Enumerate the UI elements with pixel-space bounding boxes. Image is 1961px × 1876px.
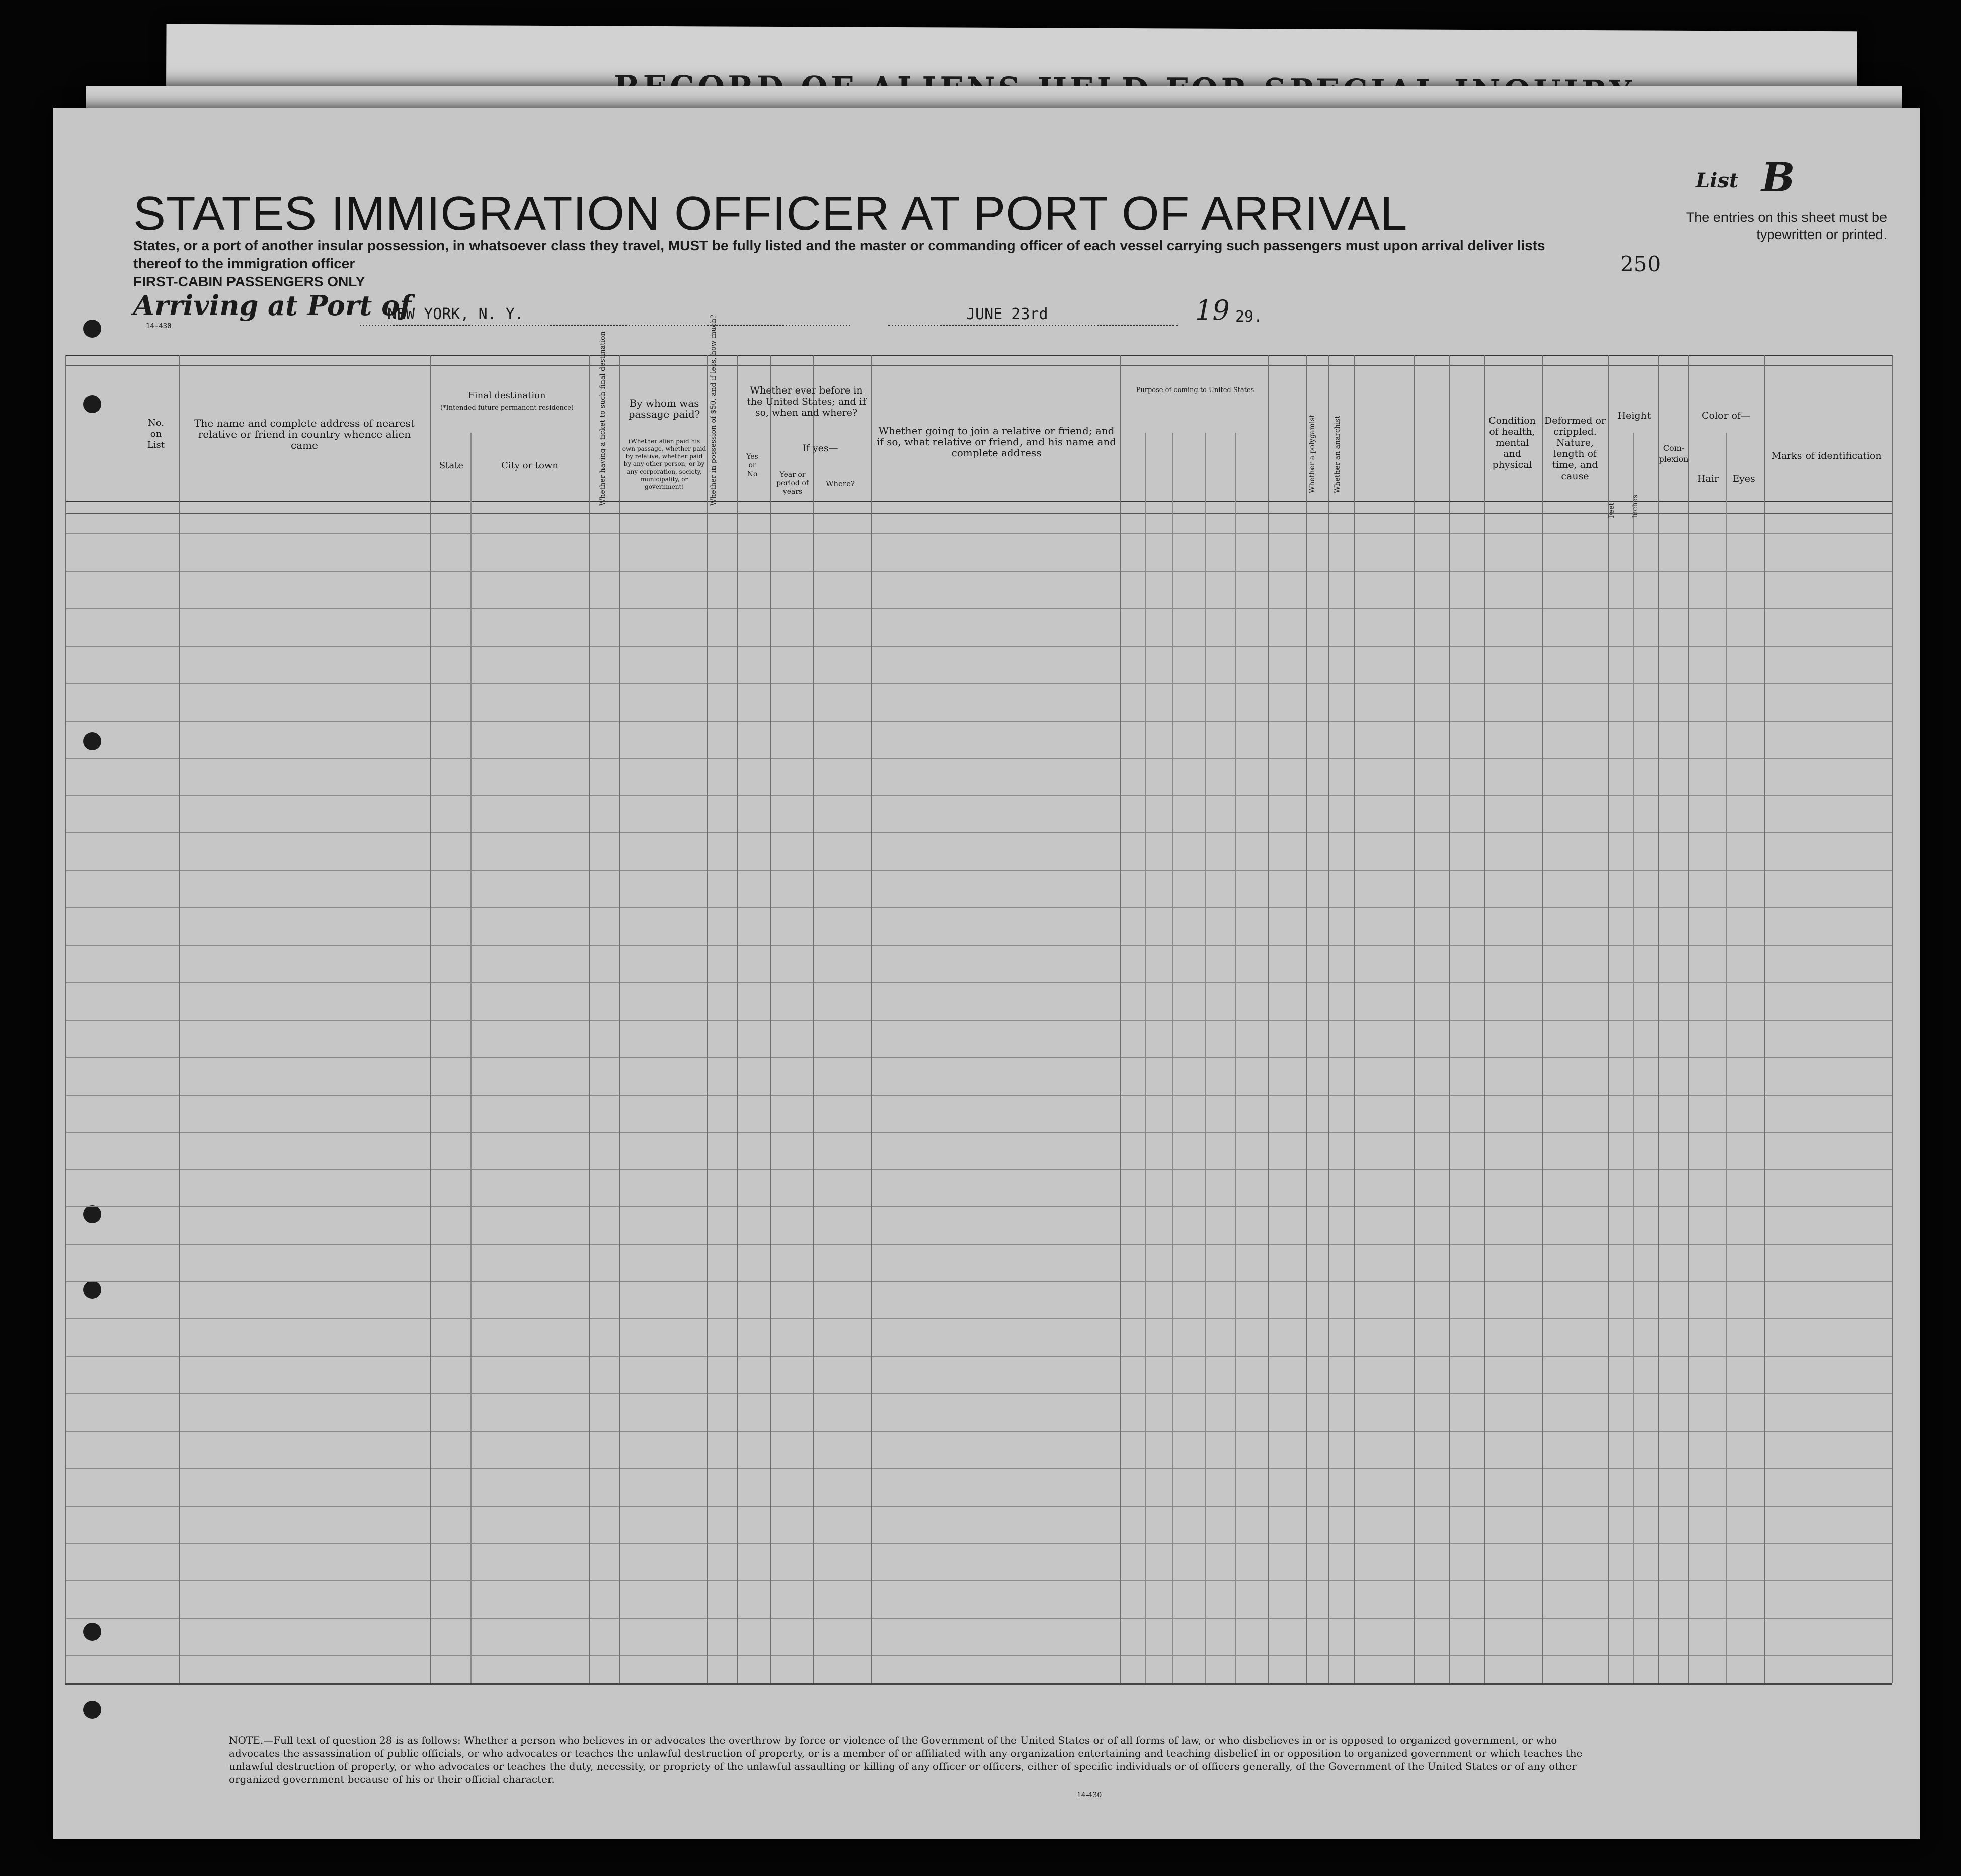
- row-rule: [65, 1057, 1892, 1058]
- row-rule: [65, 758, 1892, 759]
- header-passage: By whom was passage paid?: [628, 397, 700, 420]
- row-rule: [65, 1281, 1892, 1282]
- header-if-yes: If yes—: [802, 443, 838, 454]
- row-rule: [65, 533, 1892, 534]
- row-rule: [65, 1506, 1892, 1507]
- column-rule: [1414, 355, 1415, 1683]
- row-rule: [65, 1095, 1892, 1096]
- row-rule: [65, 1356, 1892, 1357]
- header-inches: Inches: [1631, 495, 1639, 518]
- column-rule-sub: [1633, 433, 1634, 1683]
- row-rule: [65, 646, 1892, 647]
- header-ticket: Whether having a ticket to such final destination: [599, 331, 607, 506]
- form-code: 14-430: [146, 322, 172, 330]
- binder-hole: [83, 395, 101, 413]
- table-top-rule: [65, 355, 1892, 356]
- row-rule: [65, 982, 1892, 983]
- table-bottom-rule: [65, 1683, 1892, 1685]
- row-rule: [65, 683, 1892, 684]
- row-rule: [65, 721, 1892, 722]
- page-title: STATES IMMIGRATION OFFICER AT PORT OF ARRIVAL: [133, 187, 1408, 241]
- column-rule-sub: [1726, 433, 1727, 1683]
- row-rule: [65, 870, 1892, 871]
- list-label: List: [1696, 169, 1739, 192]
- header-final-destination-note: (*Intended future permanent residence): [440, 404, 574, 412]
- column-rule: [1608, 355, 1609, 1683]
- column-rule: [430, 355, 431, 1683]
- binder-hole: [83, 320, 101, 338]
- header-hair: Hair: [1697, 473, 1719, 484]
- header-purpose: Purpose of coming to United States: [1136, 386, 1254, 394]
- header-anarchist: Whether an anarchist: [1334, 415, 1342, 493]
- header-color-of: Color of—: [1701, 410, 1751, 421]
- page-subtitle: [133, 237, 1593, 291]
- row-rule: [65, 1431, 1892, 1432]
- column-rule: [589, 355, 590, 1683]
- header-nearest-relative: The name and complete address of nearest relative or friend in country whence alien came: [194, 417, 415, 451]
- column-rule-sub: [1235, 433, 1236, 1683]
- column-rule: [1328, 355, 1329, 1683]
- header-possession: Whether in possession of $50, and if less, how much?: [710, 315, 718, 506]
- port-value: NEW YORK, N. Y.: [387, 305, 524, 323]
- header-complexion: Com-plexion: [1659, 443, 1689, 464]
- column-rule: [1658, 355, 1659, 1683]
- column-rule: [1542, 355, 1543, 1683]
- list-value: B: [1761, 153, 1795, 201]
- header-final-destination: Final destination: [468, 390, 546, 401]
- column-rule: [1268, 355, 1269, 1683]
- arriving-label: Arriving at Port of: [133, 289, 412, 322]
- header-polygamist: Whether a polygamist: [1308, 414, 1316, 493]
- date-value: JUNE 23rd: [966, 305, 1048, 323]
- row-rule: [65, 907, 1892, 908]
- binder-hole: [83, 1205, 101, 1223]
- row-rule: [65, 1169, 1892, 1170]
- column-rule: [1120, 355, 1121, 1683]
- column-rule: [1484, 355, 1485, 1683]
- header-condition: Condition of health, mental and physical: [1488, 415, 1536, 471]
- column-rule: [1306, 355, 1307, 1683]
- column-rule: [737, 355, 738, 1683]
- column-rule-sub: [1145, 433, 1146, 1683]
- header-eyes: Eyes: [1732, 473, 1755, 484]
- year-suffix: 29.: [1235, 308, 1263, 326]
- row-rule: [65, 1393, 1892, 1394]
- binder-hole: [83, 1281, 101, 1299]
- column-rule: [813, 355, 814, 1683]
- column-rule-sub: [470, 433, 472, 1683]
- row-rule: [65, 1206, 1892, 1207]
- column-rule: [1449, 355, 1450, 1683]
- row-rule: [65, 795, 1892, 796]
- year-prefix: 19: [1195, 294, 1230, 326]
- binder-hole: [83, 1623, 101, 1641]
- row-rule: [65, 571, 1892, 572]
- row-rule: [65, 1132, 1892, 1133]
- row-rule: [65, 1468, 1892, 1469]
- list-note: The entries on this sheet must be typewritten or printed.: [1686, 210, 1887, 242]
- column-rule-sub: [1172, 433, 1173, 1683]
- column-rule-sub: [1205, 433, 1206, 1683]
- header-before-us: Whether ever before in the United States; and if so, when and where?: [747, 385, 866, 418]
- row-rule: [65, 1244, 1892, 1245]
- header-yes-or-no: Yes or No: [746, 453, 758, 478]
- column-rule: [1764, 355, 1765, 1683]
- footnote: NOTE.—Full text of question 28 is as follows: Whether a person who believes in or advocates the overthrow by force or violence of the Government of the United States or of all forms of law, or who disbelieves in or is opposed to organized government, or who advocates the assassination of public officials, or who advocates or teaches the unlawful destruction of property, or is a member of or affiliated with any organization entertaining and teaching disbelief in or opposition to organized government or which teaches the unlawful destruction of property, or who advocates or teaches the duty, necessity, or propriety of the unlawful assaulting or killing of any officer or officers, either of specific individuals or of officers generally, of the Government of the United States or of any other organized government because of his or their official character.: [229, 1734, 1583, 1785]
- row-rule: [65, 1543, 1892, 1544]
- header-height: Height: [1617, 410, 1651, 421]
- binder-hole: [83, 1701, 101, 1719]
- row-rule: [65, 1020, 1892, 1021]
- row-rule: [65, 1318, 1892, 1319]
- port-line: [360, 325, 850, 326]
- column-rule: [707, 355, 708, 1683]
- header-deformed: Deformed or crippled. Nature, length of time, and cause: [1544, 415, 1606, 482]
- column-rule: [1354, 355, 1355, 1683]
- footer-code: 14-430: [1077, 1791, 1102, 1800]
- row-rule: [65, 608, 1892, 609]
- column-number-rule: [65, 365, 1892, 366]
- header-year-period: Year or period of years: [776, 471, 809, 496]
- first-cabin-note: FIRST-CABIN PASSENGERS ONLY: [133, 274, 365, 289]
- column-rule: [619, 355, 620, 1683]
- header-bottom-rule-2: [65, 513, 1892, 514]
- header-passage-note: (Whether alien paid his own passage, whether paid by relative, whether paid by any other person, or by any corporation, society, municipality, or government): [622, 438, 707, 490]
- row-rule: [65, 1655, 1892, 1656]
- manifest-sheet: [53, 108, 1920, 1839]
- column-rule: [65, 355, 66, 1683]
- column-rule: [871, 355, 872, 1683]
- column-rule: [1892, 355, 1893, 1683]
- column-rule: [179, 355, 180, 1683]
- stamp-number: 250: [1620, 252, 1661, 276]
- binder-hole: [83, 732, 101, 750]
- row-rule: [65, 1618, 1892, 1619]
- date-line: [888, 325, 1178, 326]
- header-no-on-list: No. on List: [147, 418, 165, 450]
- column-rule: [1688, 355, 1689, 1683]
- subtitle-line: States, or a port of another insular possession, in whatsoever class they travel, MUST be fully listed and the master or commanding officer of each vessel carrying such passengers must upon arrival deliver lists thereof to the immigration officer: [133, 238, 1545, 271]
- row-rule: [65, 1580, 1892, 1581]
- header-feet: Feet: [1608, 502, 1616, 518]
- row-rule: [65, 832, 1892, 833]
- row-rule: [65, 945, 1892, 946]
- header-joining: Whether going to join a relative or friend; and if so, what relative or friend, and his name and complete address: [876, 425, 1117, 459]
- column-rule: [770, 355, 771, 1683]
- header-state: State: [439, 460, 464, 471]
- header-where: Where?: [825, 479, 855, 488]
- header-city: City or town: [501, 460, 558, 471]
- header-bottom-rule: [65, 501, 1892, 502]
- header-marks: Marks of identification: [1771, 450, 1882, 461]
